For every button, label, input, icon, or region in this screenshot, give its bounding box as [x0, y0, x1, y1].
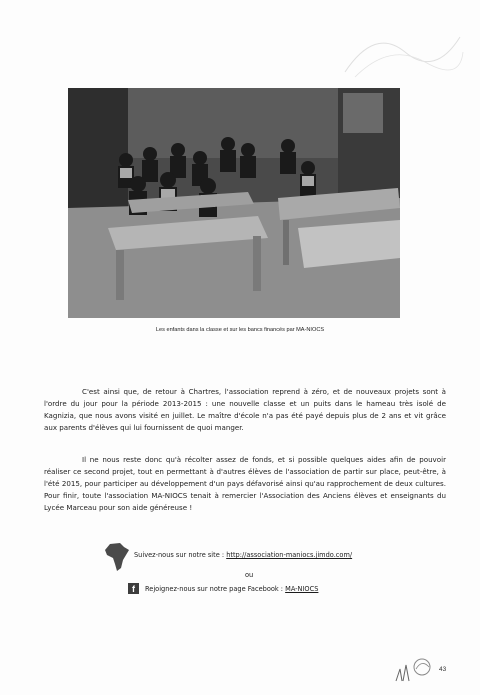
website-link[interactable]: http://association-maniocs.jimdo.com/: [226, 551, 353, 559]
paragraph-2: Il ne nous reste donc qu'à récolter assez de fonds, et si possible quelques aides afin de pouvoir réaliser ce second projet, tout en permettant à d'autres élèves de l'association de partir sur place, peut-être, à l'été 2015, pour participer au développement d'un pays défavorisé ainsi qu'au rapprochement de deux cultures. Pour finir, toute l'association MA-NIOCS tenait à remercier l'Association des Anciens élèves et enseignants du Lycée Marceau pour son aide généreuse !: [44, 455, 446, 513]
classroom-photo: [68, 88, 400, 318]
website-line: [134, 551, 352, 559]
corner-logo: [394, 655, 434, 683]
facebook-icon[interactable]: f: [128, 583, 139, 594]
facebook-link[interactable]: MA-NIOCS: [285, 585, 319, 593]
photo-caption: Les enfants dans la classe et sur les bancs financés par MA-NIOCS: [155, 327, 325, 333]
facebook-prefix: Rejoignez-nous sur notre page Facebook :: [145, 585, 286, 593]
facebook-line: [145, 585, 318, 593]
decorative-swirl: [335, 22, 465, 82]
africa-map-icon: [104, 542, 130, 572]
paragraph-1: C'est ainsi que, de retour à Chartres, l'association reprend à zéro, et de nouveaux projets sont à l'ordre du jour pour la période 2013-2015 : une nouvelle classe et un puits dans le hameau très isolé de Kagnizia, que nous avons visité en juillet. Le maître d'école n'a pas été payé depuis plus de 2 ans et vit grâce aux parents d'élèves qui lui fournissent de quoi manger.: [44, 387, 446, 433]
website-prefix: Suivez-nous sur notre site :: [134, 551, 227, 559]
page-number: 43: [439, 666, 447, 673]
or-separator: ou: [245, 571, 254, 579]
